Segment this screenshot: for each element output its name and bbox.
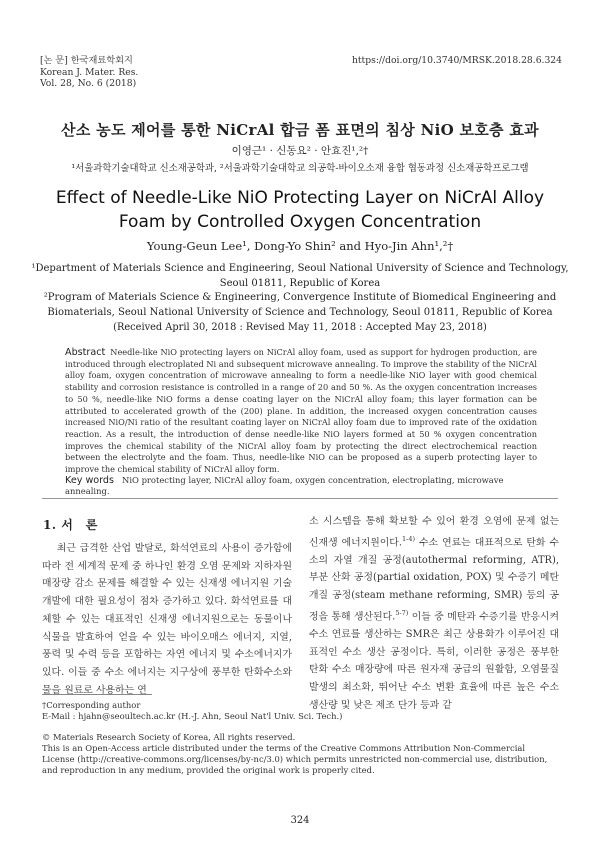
doi-link[interactable]: https://doi.org/10.3740/MRSK.2018.28.6.324: [351, 55, 562, 66]
citation-1: 1-4): [402, 534, 416, 543]
affiliation-2: ²Program of Materials Science & Engineering, Convergence Institute of Biomedical Engineering and Biomaterials, Seoul National University of Science and Technology, Seoul 01811, Republic of Korea: [43, 292, 557, 318]
right-text-1: 소 시스템을 통해 확보할 수 있어 환경 오염에 문제 없는 신재생 에너지원이다.: [309, 516, 559, 548]
license-text: This is an Open-Access article distributed under the terms of the Creative Commons Attribution Non-Commercial License (http://creative-commons.org/licenses/by-nc/3.0) which permits unrestricted non-commercial use, distribution, and reproduction in any medium, provided the original work is properly cited.: [42, 743, 548, 775]
english-affiliations: [30, 262, 570, 320]
right-text-2: 수소 연료는 대표적으로 탄화 수소의 자열 개질 공정(autothermal reforming, ATR), 부분 산화 공정(partial oxidation, POX) 및 수증기 메탄 개질 공정(steam methane reforming, SMR) 등의 공정을 통해 생산된다.: [309, 537, 559, 623]
received-dates: (Received April 30, 2018 : Revised May 11, 2018 : Accepted May 23, 2018): [113, 322, 487, 333]
keywords-label: Key words: [65, 475, 115, 486]
korean-authors: 이영근¹ · 신동요² · 안효진¹,²†: [231, 145, 369, 157]
journal-line-3: Vol. 28, No. 6 (2018): [40, 78, 137, 89]
body-column-left: [42, 540, 292, 699]
body-column-right: [309, 513, 559, 714]
abstract-text: Needle-like NiO protecting layers on NiCrAl alloy foam, used as support for hydrogen production, are introduced through electroplated Ni and subsequent microwave annealing. To improve the stability of the NiCrAl alloy foam, oxygen concentration of microwave annealing to form a needle-like NiO layer with good chemical stability and corrosion resistance is controlled in a range of 20 and 50 %. As the oxygen concentration increases to 50 %, needle-like NiO forms a dense coating layer on the NiCrAl alloy foam; this layer formation can be attributed to accelerated growth of the (200) plane. In addition, the increased oxygen concentration causes increased NiO/Ni ratio of the resultant coating layer on NiCrAl alloy foam due to improved rate of the oxidation reaction. As a result, the introduction of dense needle-like NiO layers formed at 50 % oxygen concentration improves the chemical stability of the NiCrAl alloy foam by protecting the direct electrochemical reaction between the electrolyte and the foam. Thus, needle-like NiO can be proposed as a superb protecting layer to improve the chemical stability of NiCrAl alloy form.: [65, 347, 537, 475]
page-number: 324: [290, 815, 310, 826]
divider: [42, 498, 558, 499]
footnote: [42, 700, 558, 776]
keywords-text: NiO protecting layer, NiCrAl alloy foam, oxygen concentration, electroplating, microwave annealing.: [65, 475, 504, 496]
corresponding-author: †Corresponding author: [42, 700, 141, 710]
korean-affiliation: ¹서울과학기술대학교 신소재공학과, ²서울과학기술대학교 의공학-바이오소재 융합 협동과정 신소재공학프로그램: [71, 163, 529, 174]
english-authors: Young-Geun Lee¹, Dong-Yo Shin² and Hyo-Jin Ahn¹,²†: [146, 239, 454, 253]
journal-header: [40, 55, 138, 90]
right-text-3: 이들 중 메탄과 수증기를 반응시켜 수소 연료를 생산하는 SMR은 최근 상용화가 이루어진 대표적인 수소 생산 공정이다. 특히, 이러한 공정은 풍부한 탄화 수소 매장량에 따른 원자재 공급의 원활함, 오염물질 발생의 최소화, 뛰어난 수소 변환 효율에 따른 높은 수소 생산량 및 낮은 제조 단가 등과 같: [309, 611, 560, 711]
keywords: [65, 475, 537, 496]
footnote-rule: [42, 694, 152, 695]
author-email: E-Mail : hjahn@seoultech.ac.kr (H.-J. Ahn, Seoul Nat'l Univ. Sci. Tech.): [42, 711, 343, 721]
abstract-label: Abstract: [65, 347, 106, 358]
affiliation-1: ¹Department of Materials Science and Engineering, Seoul National University of Science and Technology, Seoul 01811, Republic of Korea: [31, 263, 569, 289]
intro-paragraph-left: 최근 급격한 산업 발달로, 화석연료의 사용이 증가함에 따라 전 세계적 문제 중 하나인 환경 오염 문제와 지하자원 매장량 감소 문제를 해결할 수 있는 신재생 에너지원 기술 개발에 대한 필요성이 점차 증가하고 있다. 화석연료를 대체할 수 있는 대표적인 신재생 에너지원으로는 동물이나 식물을 발효하여 얻을 수 있는 바이오매스 에너지, 지열, 풍력 및 수력 등을 포함하는 자연 에너지 및 수소에너지가 있다. 이들 중 수소 에너지는 지구상에 풍부한 탄화수소와 물을 원료로 사용하는 연: [42, 543, 292, 696]
citation-2: 5-7): [395, 608, 409, 617]
korean-title: 산소 농도 제어를 통한 NiCrAl 합금 폼 표면의 침상 NiO 보호층 효과: [61, 121, 539, 139]
journal-line-2: Korean J. Mater. Res.: [40, 66, 139, 78]
copyright: © Materials Research Society of Korea, All rights reserved.: [42, 732, 296, 742]
journal-line-1: [논 문] 한국재료학회지: [40, 55, 133, 66]
abstract: [65, 347, 537, 476]
section-title: 1. 서 론: [43, 518, 98, 532]
english-title: Effect of Needle-Like NiO Protecting Layer on NiCrAl Alloy Foam by Controlled Oxygen Concentration: [55, 188, 545, 232]
intro-paragraph-right: [309, 513, 559, 714]
